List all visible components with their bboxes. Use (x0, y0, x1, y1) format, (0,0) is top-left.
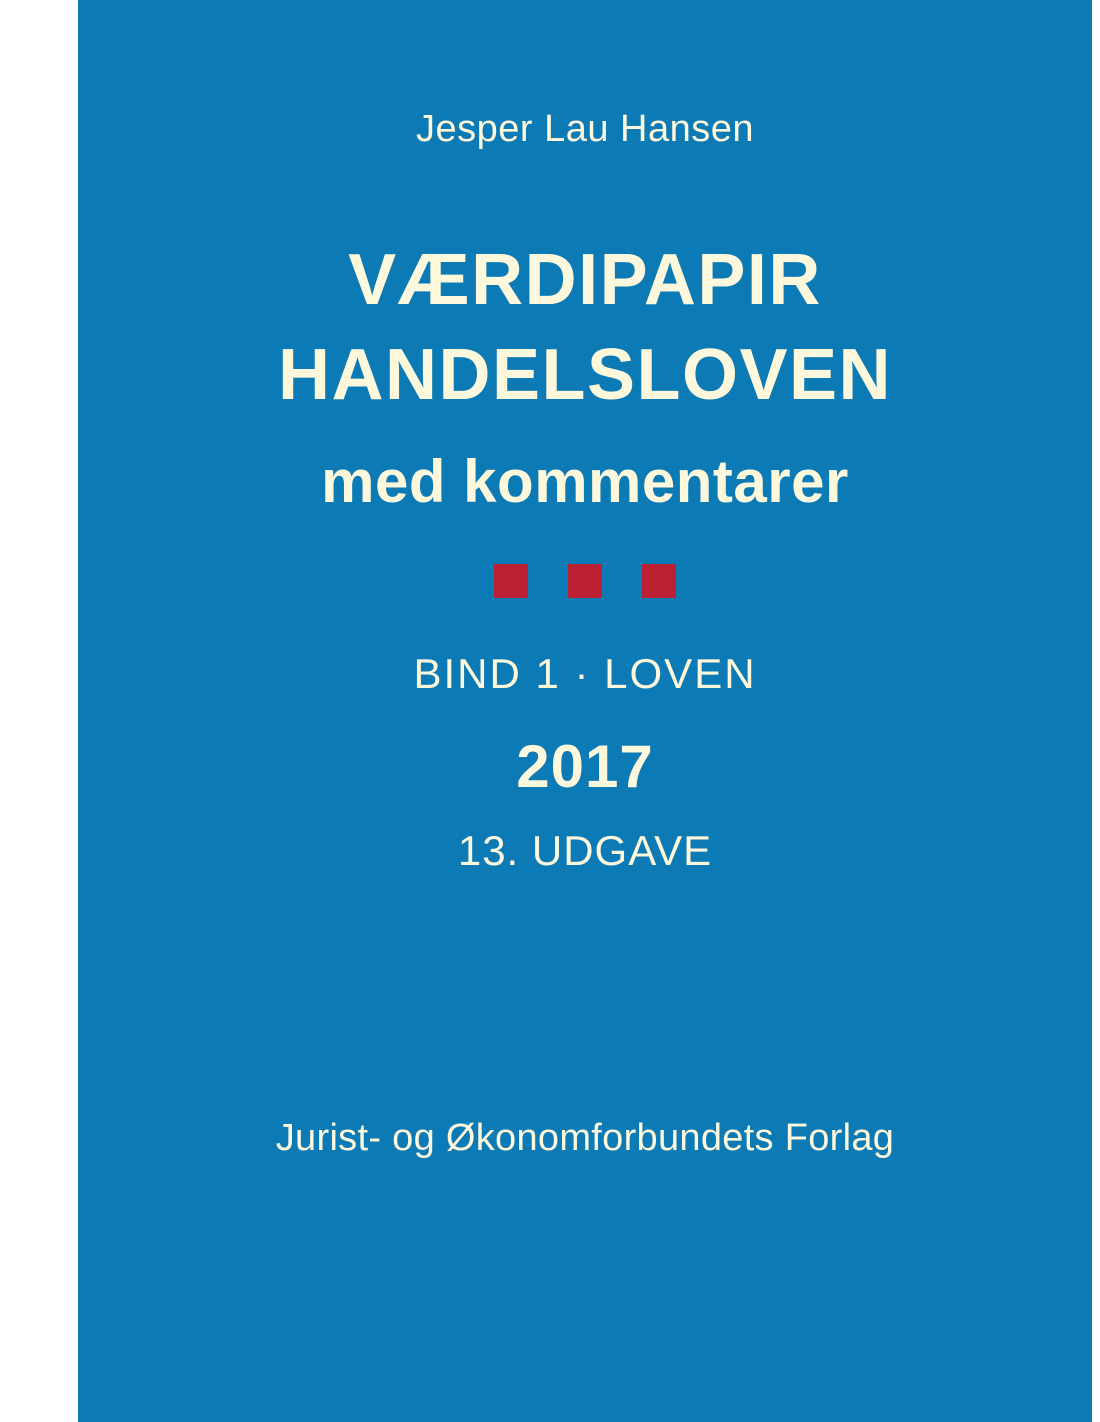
volume-label: BIND 1 · LOVEN (413, 650, 757, 698)
publisher-name: Jurist- og Økonomforbundets Forlag (275, 1117, 895, 1159)
square-ornament-icon (642, 564, 676, 598)
title-line-2: HANDELSLOVEN (277, 335, 893, 416)
book-subtitle: med kommentarer (321, 448, 849, 516)
book-title (78, 233, 1092, 423)
square-ornament-icon (494, 564, 528, 598)
author-name: Jesper Lau Hansen (415, 108, 755, 150)
book-cover (78, 0, 1092, 1422)
ornament-squares (494, 564, 676, 598)
title-line-1: VÆRDIPAPIR (348, 240, 822, 320)
square-ornament-icon (568, 564, 602, 598)
edition-label: 13. UDGAVE (457, 827, 713, 875)
year-label: 2017 (516, 733, 654, 801)
